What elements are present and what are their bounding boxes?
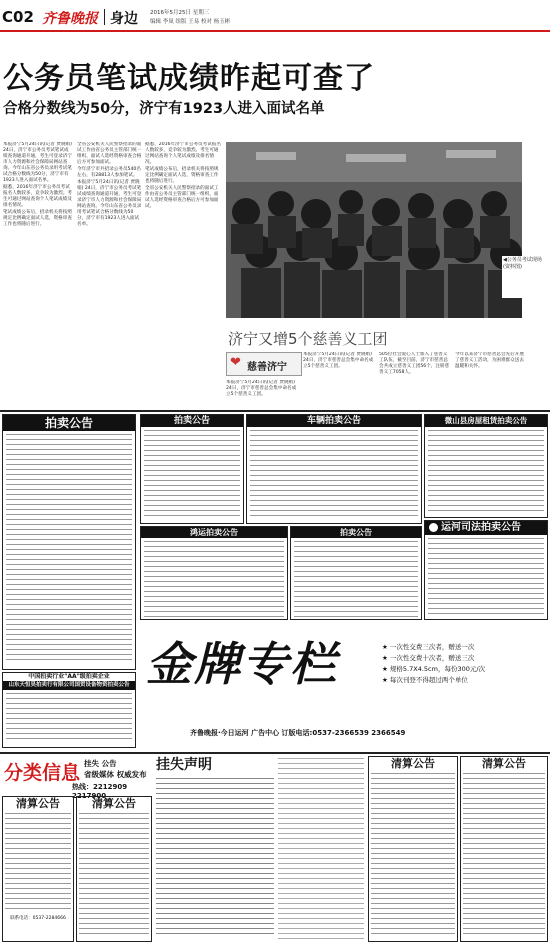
ad-title-bar: 运河司法拍卖公告 [425,521,547,535]
brand-title: 金牌专栏 [146,637,338,691]
ad-title: 中国拍卖行业"AA"级拍卖企业 [28,673,110,680]
ad-auction-3 [246,414,422,524]
heart-icon: ❤ [230,355,241,370]
brand-point: ★ 一次性交费三次者，赠送一次 [382,643,475,651]
date-line: 2016年5月25日 星期三 [150,10,210,16]
ad-title: 车辆拍卖公告 [247,415,421,427]
brand-point: ★ 每次刊登不得超过两个单位 [382,676,468,684]
notice-lost [156,756,274,942]
brand-points [382,642,542,686]
ad-title: 拍卖公告 [3,415,135,431]
notice-contact: 联系电话：0537-2284666 [10,916,66,921]
classified-sub2: 省级媒体 权威发布 [84,770,147,779]
ad-auction-6 [290,526,422,620]
second-logo [226,352,302,376]
page-number: C02 [2,8,34,26]
notice-liquidation-1 [2,796,74,942]
paper-name: 齐鲁晚报 [42,11,98,27]
notice-title: 清算公告 [92,797,136,810]
notice-liquidation-4 [460,756,548,942]
photo-caption: ◀公务员考试现场(资料图) [502,256,548,298]
ad-auction-2 [140,414,244,524]
brand-footer: 齐鲁晚报·今日运河 广告中心 订版电话:0537-2366539 2366549 [190,729,406,737]
ad-title: 拍卖公告 [291,527,421,538]
second-body-col4: 今年以来济宁市慈善总会先后开展了慈善义工活动，为困难群众送去温暖和关怀。 [455,352,524,369]
ad-subtitle: 山东天恒昊拍卖行有限公司国贸设备物资拍卖公告 [3,681,135,690]
ad-auction-7 [424,520,548,620]
ad-title: 鸿运拍卖公告 [141,527,287,538]
lead-headline: 公务员笔试成绩昨起可查了 [3,61,375,96]
lead-body-col1: 本报济宁5月24日讯(记者 贾晓娟) 24日，济宁市公务员考试笔试成绩查询通道开通，考生可登录济宁市人力资源和社会保障局网站查询。今年山东省公务员录用考试笔试合格分数线为50分，济宁市有1923人进入面试名单。 据悉，2016年济宁市公务员考试报名人数较多，竞争较为激烈。考生可通过网站查询个人笔试成绩及排名情况。 笔试成绩公布后，招录机关将按照规定比例确定面试人选，资格审查工作也将随后进行。 [3,142,72,227]
notice-title: 清算公告 [16,797,60,810]
logo-text: 慈善济宁 [247,362,287,373]
second-body-col1: 本报济宁5月24日讯(记者 贾晓娟) 24日，济宁市慈善总会集中命名成立5个慈善义工团。 [303,352,374,369]
notice-title: 清算公告 [482,757,526,770]
second-body-col3: 505位社会爱心人士加入了慈善义工队伍，截至目前，济宁市慈善总会共成立慈善义工团56个，注册慈善义工7058人。 [379,352,450,375]
notice-liquidation-3 [368,756,458,942]
masthead [0,0,550,36]
section-name: 身边 [110,11,138,27]
ad-auction-5 [140,526,288,620]
lead-subhead: 合格分数线为50分，济宁有1923人进入面试名单 [3,101,325,117]
notice-title: 清算公告 [391,757,435,770]
ad-auction-4 [424,414,548,518]
brand-banner [140,622,548,750]
second-body-col2: 本报济宁5月24日讯(记者 贾晓娟) 24日，济宁市慈善总会集中命名成立5个慈善义工团。 [226,380,297,397]
second-headline: 济宁又增5个慈善义工团 [228,330,388,348]
classified-phone: 热线：2212909 2217900 [72,783,128,800]
classified-title: 分类信息 [4,762,81,784]
ad-title: 拍卖公告 [141,415,243,427]
classified-header [2,756,152,800]
editors-line: 编辑 李岚 组版 王易 校对 杨玉彬 [150,19,231,25]
lead-body-col2: 全省公安机关人民警察招录的面试工作由省公务员主管部门统一组织，面试人选经资格审查合格后方可参加面试。 今年济宁市共招录公务员540名左右，有28813人参加笔试。 本报济宁5月24日讯(记者 贾晓娟) 24日，济宁市公务员考试笔试成绩查询通道开通，考生可登录济宁市人力资源和社会保障局网站查询。今年山东省公务员录用考试笔试合格分数线为50分，济宁市有1923人进入面试名单。 [77,142,142,227]
brand-point: ★ 规格5.7X4.5cm，每份300元/次 [382,665,486,673]
brand-point: ★ 一次性交费十次者，赠送三次 [382,654,475,662]
notice-liquidation-2 [76,796,152,942]
ad-auction-1 [2,414,136,670]
notice-lost-list-1 [278,758,364,942]
classified-sub1: 挂失 公告 [84,759,117,768]
ad-auction-8 [2,672,136,748]
lead-body-col3: 据悉，2016年济宁市公务员考试报名人数较多，竞争较为激烈。考生可通过网站查询个人笔试成绩及排名情况。 笔试成绩公布后，招录机关将按照规定比例确定面试人选，资格审查工作也将随后进行。 全省公安机关人民警察招录的面试工作由省公务员主管部门统一组织，面试人选经资格审查合格后方可参加面试。 [145,142,222,209]
notice-title: 挂失声明 [156,757,212,773]
caption-marker-icon: ◀ [503,257,507,263]
lead-photo [226,142,522,318]
gavel-icon [429,523,438,532]
ad-title: 微山县房屋租赁拍卖公告 [425,415,547,427]
